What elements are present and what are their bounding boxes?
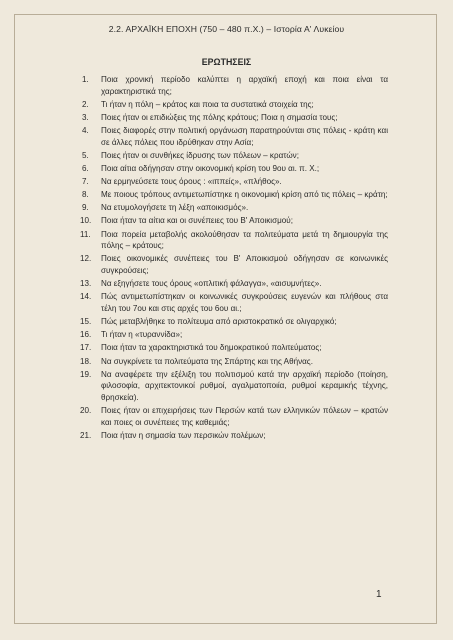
question-number: 4. [82, 126, 89, 136]
question-item [82, 112, 388, 124]
question-text: Ποιες ήταν οι επιδιώξεις της πόλης κράτους; Ποια η σημασία τους; [101, 112, 338, 122]
question-text: Πώς αντιμετωπίστηκαν οι κοινωνικές συγκρούσεις ευγενών και πλήθους στα τέλη του 7ου και στις αρχές του 6ου αι.; [101, 292, 388, 314]
question-number: 19. [80, 369, 92, 379]
question-number: 10. [80, 216, 92, 226]
question-item [82, 125, 388, 149]
question-number: 9. [82, 203, 89, 213]
question-item [82, 176, 388, 188]
question-number: 3. [82, 112, 89, 122]
question-item [82, 291, 388, 315]
question-text: Να συγκρίνετε τα πολιτεύματα της Σπάρτης και της Αθήνας. [101, 356, 313, 366]
question-item [82, 369, 388, 404]
question-item [82, 163, 388, 175]
question-text: Ποια χρονική περίοδο καλύπτει η αρχαϊκή εποχή και ποια είναι τα χαρακτηριστικά της; [101, 75, 388, 96]
question-number: 6. [82, 164, 89, 174]
question-text: Τι ήταν η «τυραννίδα»; [101, 330, 183, 340]
question-number: 21. [80, 431, 92, 441]
question-number: 14. [80, 292, 92, 302]
question-item [82, 253, 388, 277]
question-item [82, 356, 388, 368]
section-title: ΕΡΩΤΗΣΕΙΣ [201, 57, 252, 67]
question-text: Να εξηγήσετε τους όρους «οπλιτική φάλαγγα», «αισυμνήτες». [101, 279, 322, 289]
question-text: Ποια πορεία μεταβολής ακολούθησαν τα πολιτεύματα μετά τη δημιουργία της πόλης – κράτους; [101, 229, 388, 251]
question-number: 1. [82, 75, 89, 84]
question-number: 5. [82, 150, 89, 160]
question-item [82, 99, 388, 111]
question-number: 13. [80, 279, 92, 289]
question-text: Τι ήταν η πόλη – κράτος και ποια τα συστατικά στοιχεία της; [101, 99, 314, 109]
question-text: Να αναφέρετε την εξέλιξη του πολιτισμού κατά την αρχαϊκή περίοδο (ποίηση, φιλοσοφία, αρχιτεκτονικοί ρυθμοί, αγαλματοποιία, ρυθμοί κεραμικής τέχνης, θρησκεία). [101, 369, 388, 403]
page-number: 1 [376, 589, 382, 600]
question-number: 7. [82, 177, 89, 187]
question-text: Ποια ήταν τα χαρακτηριστικά του δημοκρατικού πολιτεύματος; [101, 343, 322, 353]
questions-list [82, 74, 388, 443]
question-text: Ποια ήταν η σημασία των περσικών πολέμων; [101, 431, 266, 441]
question-text: Ποιες ήταν οι επιχειρήσεις των Περσών κατά των ελληνικών πόλεων – κρατών και ποιες οι συνέπειες της καθεμιάς; [101, 406, 388, 428]
question-number: 2. [82, 99, 89, 109]
question-item [82, 342, 388, 354]
question-number: 20. [80, 406, 92, 416]
page-header: 2.2. ΑΡΧΑΪΚΗ ΕΠΟΧΗ (750 – 480 π.Χ.) – Ιστορία Α' Λυκείου [108, 24, 345, 34]
question-item [82, 150, 388, 162]
question-item [82, 278, 388, 290]
question-number: 15. [80, 317, 92, 327]
question-text: Ποιες ήταν οι συνθήκες ίδρυσης των πόλεων – κρατών; [101, 150, 299, 160]
question-item [82, 202, 388, 214]
question-number: 11. [80, 229, 91, 239]
question-item [82, 430, 388, 442]
question-text: Ποια ήταν τα αίτια και οι συνέπειες του Β' Αποικισμού; [101, 216, 293, 226]
question-item [82, 215, 388, 227]
question-item [82, 74, 388, 98]
question-text: Με ποιους τρόπους αντιμετωπίστηκε η οικονομική κρίση από τις πόλεις – κράτη; [101, 190, 388, 200]
question-item [82, 329, 388, 341]
question-text: Ποια αίτια οδήγησαν στην οικονομική κρίση του 9ου αι. π. Χ.; [101, 164, 320, 174]
question-item [82, 316, 388, 328]
question-number: 17. [80, 343, 92, 353]
question-text: Ποιες διαφορές στην πολιτική οργάνωση παρατηρούνται στις πόλεις - κράτη και σε άλλες πόλεις που ιδρύθηκαν στην Ασία; [101, 126, 388, 147]
question-text: Να ερμηνεύσετε τους όρους : «ιππείς», «πλήθος». [101, 177, 282, 187]
question-text: Πώς μεταβλήθηκε το πολίτευμα από αριστοκρατικό σε ολιγαρχικό; [101, 317, 337, 327]
question-item [82, 229, 388, 253]
question-text: Ποιες οικονομικές συνέπειες του Β' Αποικισμού οδήγησαν σε κοινωνικές συγκρούσεις; [101, 254, 388, 276]
question-text: Να ετυμολογήσετε τη λέξη «αποικισμός». [101, 203, 249, 213]
question-number: 18. [80, 356, 92, 366]
question-number: 12. [80, 254, 92, 264]
question-number: 16. [80, 330, 92, 340]
question-item [82, 405, 388, 429]
question-item [82, 189, 388, 201]
question-number: 8. [82, 190, 89, 200]
